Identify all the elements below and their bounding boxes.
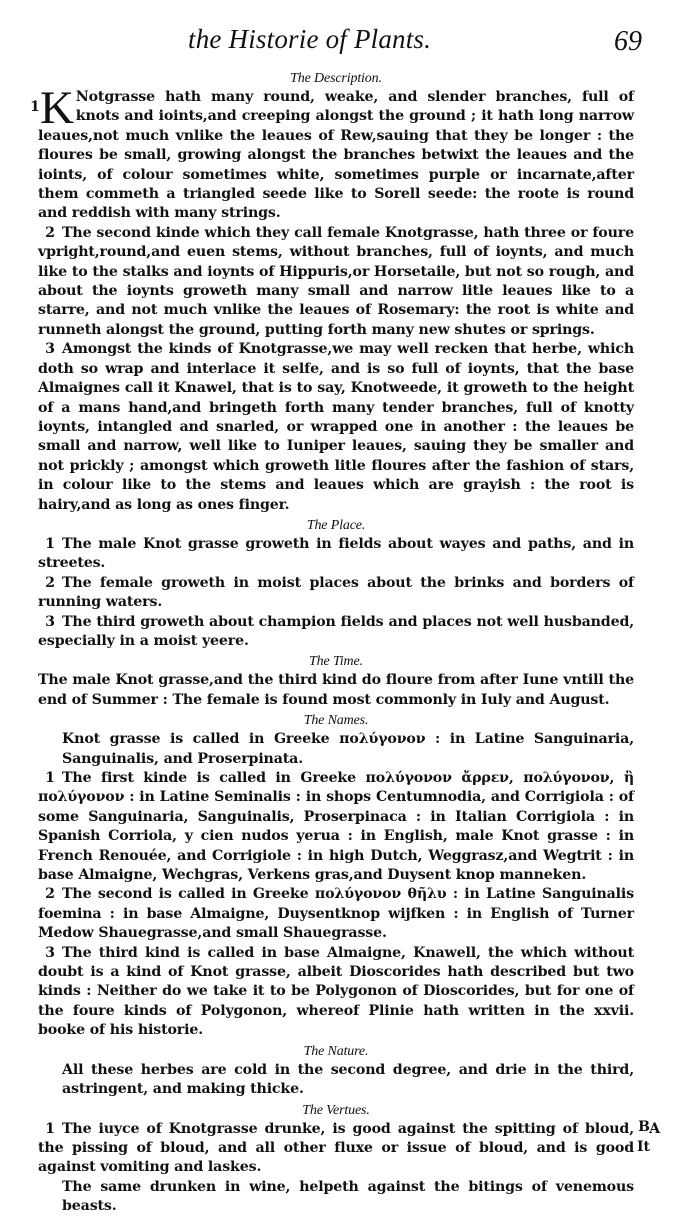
paragraph-text: Amongst the kinds of Knotgrasse,we may well recken that herbe, which doth so wrap and interlace it selfe, and is so full of ioynts, that the base Almaignes call it Knawel, that is to say, Knotweede, it groweth to the height of a mans hand,and bringeth forth many tender branches, full of knotty ioynts, intangled and snarled, or wrapped one in another : the leaues be small and narrow, well like to Iuniper leaues, sauing they be smaller and not prickly ; amongst which groweth litle floures after the fashion of stars, in colour like to the stems and leaues which are grayish : the root is hairy,and as long as ones finger. — [38, 341, 634, 513]
names-paragraph-1 — [38, 769, 634, 885]
page-footer — [637, 1117, 650, 1157]
vertues-paragraph-2: The same drunken in wine, helpeth against the bitings of venemous beasts. — [62, 1178, 634, 1215]
names-paragraph-intro: Knot grasse is called in Greeke πολύγονον : in Latine Sanguinaria, Sanguinalis, and Proserpinata. — [62, 731, 634, 767]
heading-place: The Place. — [306, 517, 366, 533]
running-head — [0, 18, 688, 58]
paragraph-text: Notgrasse hath many round, weake, and slender branches, full of knots and ioints,and creeping alongst the ground ; it hath long narrow leaues,not much vnlike the leaues of Rew,sauing that they be longer : the floures be small, growing alongst the branches betwixt the leaues and the ioints, of colour sometimes white, sometimes purple or incarnate,after them commeth a triangled seede like to Sorell seede: the roote is round and reddish with many strings. — [38, 89, 634, 222]
page-body — [30, 68, 660, 1217]
paragraph-number: 2 — [45, 224, 55, 241]
heading-nature: The Nature. — [303, 1043, 369, 1059]
margin-letter-a: A — [649, 1120, 660, 1137]
paragraph-text: The first kinde is called in Greeke πολύγονον ἄρρεν, πολύγονον, ἢ πολύγονον : in Latine Seminalis : in shops Centumnodia, and Corrigiola : of some Sanguinaria, Sanguinalis, Proserpinaca : in Italian Corrigiola : in Spanish Corriola, y cien nudos yerua : in English, male Knot grasse : in French Renouée, and Corrigiole : in high Dutch, Weggrasz,and Wegtrit : in base Almaigne, Wechgras, Verkens gras,and Duysent knop manneken. — [38, 770, 634, 884]
description-paragraph-3 — [38, 340, 634, 515]
paragraph-number: 2 — [45, 886, 55, 903]
paragraph-number: 3 — [45, 944, 55, 961]
description-paragraph-2 — [38, 224, 634, 340]
heading-time: The Time. — [309, 654, 363, 670]
running-title: the Historie of Plants. — [188, 24, 432, 54]
time-paragraph: The male Knot grasse,and the third kind do floure from after Iune vntill the end of Summer : The female is found most commonly in Iuly and August. — [38, 672, 634, 708]
paragraph-number: 1 — [45, 1120, 55, 1137]
paragraph-number: 1 — [30, 99, 40, 115]
nature-paragraph: All these herbes are cold in the second degree, and drie in the third, astringent, and making thicke. — [62, 1061, 634, 1098]
vertues-paragraph-1 — [38, 1120, 660, 1178]
paragraph-text: The third kind is called in base Almaigne, Knawell, the which without doubt is a kind of Knot grasse, albeit Dioscorides hath described but two kinds : Neither do we take it to be Polygonon of Dioscorides, but for one of the foure kinds of Polygonon, whereof Plinie hath written in the xxvii. booke of his historie. — [38, 944, 634, 1039]
names-paragraph-2 — [38, 885, 634, 943]
heading-description: The Description. — [290, 71, 382, 86]
paragraph-text: The second kinde which they call female Knotgrasse, hath three or foure vpright,round,and euen stems, without branches, full of ioynts, and much like to the stalks and ioynts of Hippuris,or Horsetaile, but not so rough, and about the ioynts groweth many small and narrow litle leaues like to a starre, and not much vnlike the leaues of Rosemary: the root is white and runneth alongst the ground, putting forth many new shutes or springs. — [38, 224, 634, 338]
heading-vertues: The Vertues. — [302, 1102, 370, 1118]
place-paragraph-3 — [38, 613, 634, 652]
paragraph-text: The third groweth about champion fields and places not well husbanded, especially in a moist yeere. — [38, 613, 634, 649]
place-paragraph-1 — [38, 535, 634, 574]
paragraph-text: The male Knot grasse groweth in fields about wayes and paths, and in streetes. — [38, 535, 634, 572]
catchword: It — [636, 1139, 650, 1155]
paragraph-number: 3 — [45, 341, 55, 358]
paragraph-number: 1 — [45, 770, 55, 786]
margin-letter-b: B — [638, 1119, 650, 1135]
paragraph-number: 1 — [45, 535, 55, 552]
heading-names: The Names. — [303, 713, 369, 729]
paragraph-number: 2 — [45, 574, 55, 591]
names-paragraph-3 — [38, 944, 634, 1041]
drop-cap: K — [40, 82, 74, 134]
description-paragraph-1 — [30, 82, 634, 224]
paragraph-number: 3 — [45, 613, 55, 630]
paragraph-text: The second is called in Greeke πολύγονον θῆλυ : in Latine Sanguinalis foemina : in base Almaigne, Duysentknop wijfken : in English of Turner Medow Shauegrasse,and small Shauegrasse. — [38, 886, 634, 942]
paragraph-text: The female groweth in moist places about the brinks and borders of running waters. — [38, 574, 634, 611]
paragraph-text: The iuyce of Knotgrasse drunke, is good against the spitting of bloud, the pissing of bloud, and all other fluxe or issue of bloud, and is good against vomiting and laskes. — [38, 1120, 634, 1176]
place-paragraph-2 — [38, 574, 634, 613]
page-number: 69 — [614, 26, 642, 57]
